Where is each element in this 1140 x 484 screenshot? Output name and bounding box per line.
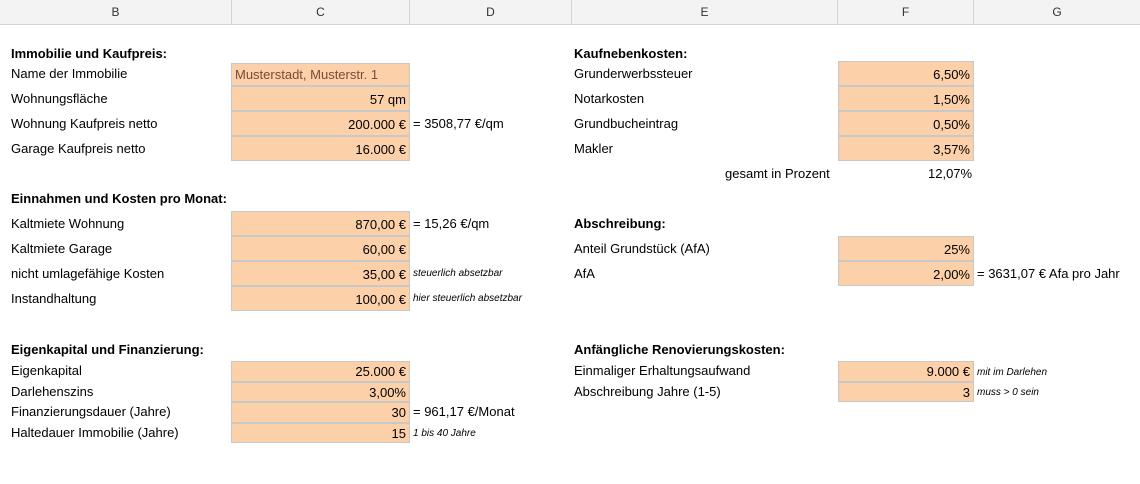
label-wohnung-kaufpreis: Wohnung Kaufpreis netto	[11, 116, 158, 131]
value-gesamt-prozent: 12,07%	[928, 166, 973, 181]
label-wohnflaeche: Wohnungsfläche	[11, 91, 108, 106]
label-kaltmiete-wohnung: Kaltmiete Wohnung	[11, 216, 125, 231]
column-header-bar	[0, 0, 1140, 25]
column-header-b[interactable]: B	[0, 0, 232, 24]
label-erhaltungsaufwand: Einmaliger Erhaltungsaufwand	[574, 363, 751, 378]
note-rate-pro-monat: = 961,17 €/Monat	[413, 404, 515, 419]
section-title-eigenkapital: Eigenkapital und Finanzierung:	[11, 342, 204, 357]
label-grunderwerbssteuer: Grunderwerbssteuer	[574, 66, 693, 81]
label-gesamt-prozent: gesamt in Prozent	[725, 166, 830, 181]
section-title-einnahmen: Einnahmen und Kosten pro Monat:	[11, 191, 227, 206]
section-title-renovierung: Anfängliche Renovierungskosten:	[574, 342, 785, 357]
section-title-kaufnebenkosten: Kaufnebenkosten:	[574, 46, 688, 61]
note-miete-pro-qm: = 15,26 €/qm	[413, 216, 490, 231]
column-header-g[interactable]: G	[1052, 5, 1062, 19]
label-abschreibung-jahre: Abschreibung Jahre (1-5)	[574, 384, 721, 399]
input-wohnflaeche[interactable]: 57 qm	[231, 86, 410, 111]
label-afa: AfA	[574, 266, 595, 281]
input-haltedauer[interactable]: 15	[231, 423, 410, 443]
input-nicht-umlagefaehig[interactable]: 35,00 €	[231, 261, 410, 286]
note-preis-pro-qm: = 3508,77 €/qm	[413, 116, 504, 131]
input-anteil-grundstueck[interactable]: 25%	[838, 236, 974, 261]
label-haltedauer: Haltedauer Immobilie (Jahre)	[11, 425, 179, 440]
label-grundbucheintrag: Grundbucheintrag	[574, 116, 679, 131]
input-erhaltungsaufwand[interactable]: 9.000 €	[838, 361, 974, 382]
label-notarkosten: Notarkosten	[574, 91, 645, 106]
label-makler: Makler	[574, 141, 614, 156]
input-notarkosten[interactable]: 1,50%	[838, 86, 974, 111]
note-mit-im-darlehen: mit im Darlehen	[977, 367, 1048, 378]
input-grunderwerbssteuer[interactable]: 6,50%	[838, 61, 974, 86]
label-kaltmiete-garage: Kaltmiete Garage	[11, 241, 113, 256]
label-darlehenszins: Darlehenszins	[11, 384, 94, 399]
note-hier-steuerlich-absetzbar: hier steuerlich absetzbar	[413, 293, 522, 304]
label-anteil-grundstueck: Anteil Grundstück (AfA)	[574, 241, 710, 256]
label-eigenkapital: Eigenkapital	[11, 363, 82, 378]
input-finanzierungsdauer[interactable]: 30	[231, 402, 410, 423]
column-header-f[interactable]: F	[838, 0, 974, 24]
input-wohnung-kaufpreis[interactable]: 200.000 €	[231, 111, 410, 136]
section-title-abschreibung: Abschreibung:	[574, 216, 666, 231]
column-header-d[interactable]: D	[410, 0, 572, 24]
note-haltedauer-range: 1 bis 40 Jahre	[413, 428, 476, 439]
input-name-immobilie[interactable]: Musterstadt, Musterstr. 1	[231, 63, 410, 86]
column-header-e[interactable]: E	[572, 0, 838, 24]
input-kaltmiete-garage[interactable]: 60,00 €	[231, 236, 410, 261]
input-kaltmiete-wohnung[interactable]: 870,00 €	[231, 211, 410, 236]
input-afa[interactable]: 2,00%	[838, 261, 974, 286]
column-header-c[interactable]: C	[232, 0, 410, 24]
label-finanzierungsdauer: Finanzierungsdauer (Jahre)	[11, 404, 171, 419]
input-abschreibung-jahre[interactable]: 3	[838, 382, 974, 402]
input-eigenkapital[interactable]: 25.000 €	[231, 361, 410, 382]
note-steuerlich-absetzbar: steuerlich absetzbar	[413, 268, 503, 279]
input-instandhaltung[interactable]: 100,00 €	[231, 286, 410, 311]
label-garage-kaufpreis: Garage Kaufpreis netto	[11, 141, 146, 156]
note-muss-groesser-null: muss > 0 sein	[977, 387, 1039, 398]
label-instandhaltung: Instandhaltung	[11, 291, 97, 306]
input-garage-kaufpreis[interactable]: 16.000 €	[231, 136, 410, 161]
section-title-immobilie: Immobilie und Kaufpreis:	[11, 46, 168, 61]
input-grundbucheintrag[interactable]: 0,50%	[838, 111, 974, 136]
label-nicht-umlagefaehig: nicht umlagefähige Kosten	[11, 266, 165, 281]
input-makler[interactable]: 3,57%	[838, 136, 974, 161]
note-afa-pro-jahr: = 3631,07 € Afa pro Jahr	[977, 266, 1120, 281]
input-darlehenszins[interactable]: 3,00%	[231, 382, 410, 402]
label-name-immobilie: Name der Immobilie	[11, 66, 128, 81]
